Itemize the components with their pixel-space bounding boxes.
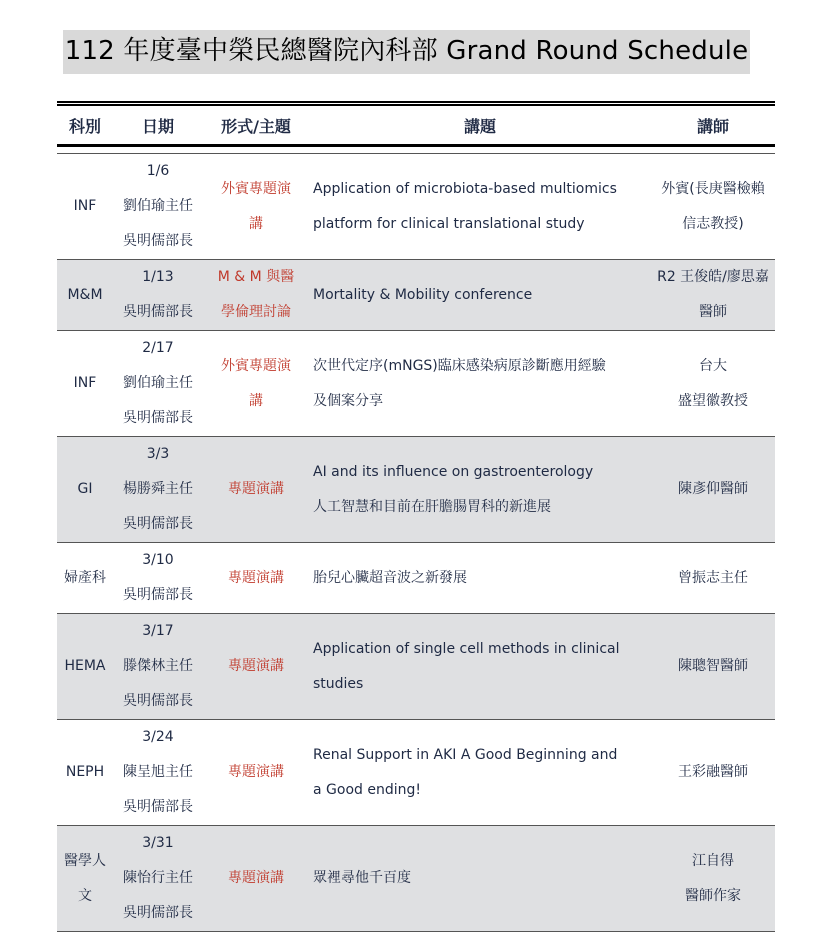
topic-cell-line: 胎兒心臟超音波之新發展 bbox=[313, 569, 467, 586]
format-cell bbox=[203, 543, 309, 614]
topic-cell-line: Mortality & Mobility conference bbox=[313, 286, 533, 303]
date-cell-line: 1/13 bbox=[142, 269, 174, 285]
dept-cell bbox=[57, 614, 113, 720]
format-cell-line: 專題演講 bbox=[228, 658, 284, 674]
date-cell-line: 陳怡行主任 bbox=[123, 870, 193, 886]
date-cell-line: 吳明儒部長 bbox=[123, 905, 193, 921]
dept-cell-line: 婦產科 bbox=[64, 569, 106, 586]
header-dept: 科別 bbox=[57, 104, 113, 146]
format-cell bbox=[203, 437, 309, 543]
dept-cell bbox=[57, 437, 113, 543]
speaker-cell bbox=[651, 826, 775, 932]
date-cell bbox=[113, 614, 203, 720]
date-cell-line: 3/24 bbox=[142, 729, 174, 745]
schedule-row bbox=[57, 614, 775, 720]
speaker-cell bbox=[651, 543, 775, 614]
format-cell bbox=[203, 720, 309, 826]
speaker-cell-line: 醫師作家 bbox=[685, 887, 741, 904]
date-cell-line: 劉伯瑜主任 bbox=[123, 375, 193, 391]
schedule-row bbox=[57, 720, 775, 826]
header-form: 形式/主題 bbox=[203, 104, 309, 146]
date-cell-line: 3/31 bbox=[142, 835, 174, 851]
date-cell-line: 吳明儒部長 bbox=[123, 587, 193, 603]
title-wrapper bbox=[0, 30, 813, 74]
header-topic: 講題 bbox=[309, 104, 651, 146]
topic-cell-line: 次世代定序(mNGS)臨床感染病原診斷應用經驗 bbox=[313, 357, 606, 374]
format-cell-line: 外賓專題演 bbox=[221, 357, 291, 374]
topic-cell-line: Renal Support in AKI A Good Beginning and bbox=[313, 746, 618, 763]
dept-cell bbox=[57, 720, 113, 826]
date-cell-line: 滕傑林主任 bbox=[123, 658, 193, 674]
topic-cell-line: Application of microbiota-based multiomics bbox=[313, 180, 617, 197]
schedule-table bbox=[57, 101, 775, 932]
header-date: 日期 bbox=[113, 104, 203, 146]
topic-cell-line: AI and its influence on gastroenterology bbox=[313, 463, 594, 480]
schedule-row bbox=[57, 260, 775, 331]
topic-cell-line: platform for clinical translational study bbox=[313, 215, 585, 232]
dept-cell bbox=[57, 260, 113, 331]
format-cell-line: 外賓專題演 bbox=[221, 180, 291, 197]
format-cell bbox=[203, 826, 309, 932]
schedule-row bbox=[57, 543, 775, 614]
spacer-row bbox=[57, 146, 775, 154]
date-cell bbox=[113, 543, 203, 614]
schedule-row bbox=[57, 154, 775, 260]
format-cell-line: 學倫理討論 bbox=[221, 304, 291, 320]
dept-cell-line: GI bbox=[77, 481, 93, 497]
date-cell bbox=[113, 826, 203, 932]
header-row bbox=[57, 104, 775, 146]
speaker-cell-line: 外賓(長庚醫檢賴 bbox=[661, 180, 765, 197]
topic-cell bbox=[309, 826, 651, 932]
speaker-cell-line: 醫師 bbox=[699, 304, 727, 320]
speaker-cell-line: 信志教授) bbox=[682, 215, 744, 232]
date-cell-line: 2/17 bbox=[142, 340, 174, 356]
speaker-cell bbox=[651, 331, 775, 437]
dept-cell-line: NEPH bbox=[65, 764, 105, 780]
speaker-cell-line: 王彩融醫師 bbox=[678, 764, 748, 780]
topic-cell-line: 及個案分享 bbox=[313, 392, 383, 409]
schedule-row bbox=[57, 331, 775, 437]
date-cell bbox=[113, 260, 203, 331]
date-cell-line: 劉伯瑜主任 bbox=[123, 198, 193, 214]
speaker-cell-line: 盛望徽教授 bbox=[678, 392, 748, 409]
speaker-cell bbox=[651, 260, 775, 331]
speaker-cell bbox=[651, 437, 775, 543]
topic-cell bbox=[309, 437, 651, 543]
topic-cell-line: Application of single cell methods in clinical bbox=[313, 640, 620, 657]
date-cell-line: 吳明儒部長 bbox=[123, 304, 193, 320]
topic-cell-line: 眾裡尋他千百度 bbox=[313, 870, 411, 886]
speaker-cell-line: 陳聰智醫師 bbox=[678, 658, 748, 674]
speaker-cell bbox=[651, 720, 775, 826]
date-cell bbox=[113, 720, 203, 826]
schedule-row bbox=[57, 826, 775, 932]
date-cell-line: 陳呈旭主任 bbox=[123, 764, 193, 780]
date-cell-line: 吳明儒部長 bbox=[123, 410, 193, 426]
format-cell bbox=[203, 154, 309, 260]
date-cell-line: 吳明儒部長 bbox=[123, 516, 193, 532]
topic-cell-line: studies bbox=[313, 675, 364, 692]
dept-cell bbox=[57, 331, 113, 437]
format-cell-line: 專題演講 bbox=[228, 481, 284, 497]
speaker-cell-line: 江自得 bbox=[692, 852, 734, 869]
dept-cell-line: HEMA bbox=[64, 658, 106, 674]
topic-cell-line: a Good ending! bbox=[313, 781, 421, 798]
speaker-cell-line: 陳彥仰醫師 bbox=[678, 481, 748, 497]
dept-cell-line: M&M bbox=[67, 286, 103, 303]
topic-cell bbox=[309, 260, 651, 331]
date-cell-line: 3/3 bbox=[146, 446, 170, 462]
schedule-body bbox=[57, 146, 775, 932]
dept-cell bbox=[57, 826, 113, 932]
topic-cell bbox=[309, 331, 651, 437]
dept-cell bbox=[57, 543, 113, 614]
page-title: 112 年度臺中榮民總醫院內科部 Grand Round Schedule bbox=[63, 30, 751, 74]
speaker-cell bbox=[651, 154, 775, 260]
date-cell-line: 3/10 bbox=[142, 552, 174, 568]
topic-cell bbox=[309, 543, 651, 614]
header-speaker: 講師 bbox=[651, 104, 775, 146]
topic-cell-line: 人工智慧和目前在肝膽腸胃科的新進展 bbox=[313, 498, 551, 515]
dept-cell-line: 醫學人 bbox=[64, 852, 106, 869]
date-cell-line: 吳明儒部長 bbox=[123, 693, 193, 709]
topic-cell bbox=[309, 154, 651, 260]
format-cell-line: 專題演講 bbox=[228, 764, 284, 780]
schedule-row bbox=[57, 437, 775, 543]
topic-cell bbox=[309, 614, 651, 720]
format-cell bbox=[203, 614, 309, 720]
format-cell-line: 專題演講 bbox=[228, 870, 284, 886]
date-cell-line: 吳明儒部長 bbox=[123, 233, 193, 249]
date-cell bbox=[113, 437, 203, 543]
dept-cell-line: INF bbox=[73, 198, 97, 214]
format-cell bbox=[203, 331, 309, 437]
format-cell-line: 講 bbox=[249, 392, 263, 409]
topic-cell bbox=[309, 720, 651, 826]
format-cell-line: 講 bbox=[249, 215, 263, 232]
speaker-cell-line: R2 王俊皓/廖思嘉 bbox=[657, 269, 769, 285]
dept-cell-line: INF bbox=[73, 375, 97, 391]
date-cell-line: 1/6 bbox=[146, 163, 170, 179]
dept-cell bbox=[57, 154, 113, 260]
speaker-cell-line: 曾振志主任 bbox=[678, 569, 748, 586]
date-cell-line: 楊勝舜主任 bbox=[123, 481, 193, 497]
date-cell bbox=[113, 154, 203, 260]
format-cell-line: M & M 與醫 bbox=[217, 269, 295, 285]
date-cell-line: 3/17 bbox=[142, 623, 174, 639]
format-cell-line: 專題演講 bbox=[228, 569, 284, 586]
date-cell bbox=[113, 331, 203, 437]
date-cell-line: 吳明儒部長 bbox=[123, 799, 193, 815]
format-cell bbox=[203, 260, 309, 331]
speaker-cell bbox=[651, 614, 775, 720]
speaker-cell-line: 台大 bbox=[699, 357, 727, 374]
dept-cell-line: 文 bbox=[78, 887, 92, 904]
